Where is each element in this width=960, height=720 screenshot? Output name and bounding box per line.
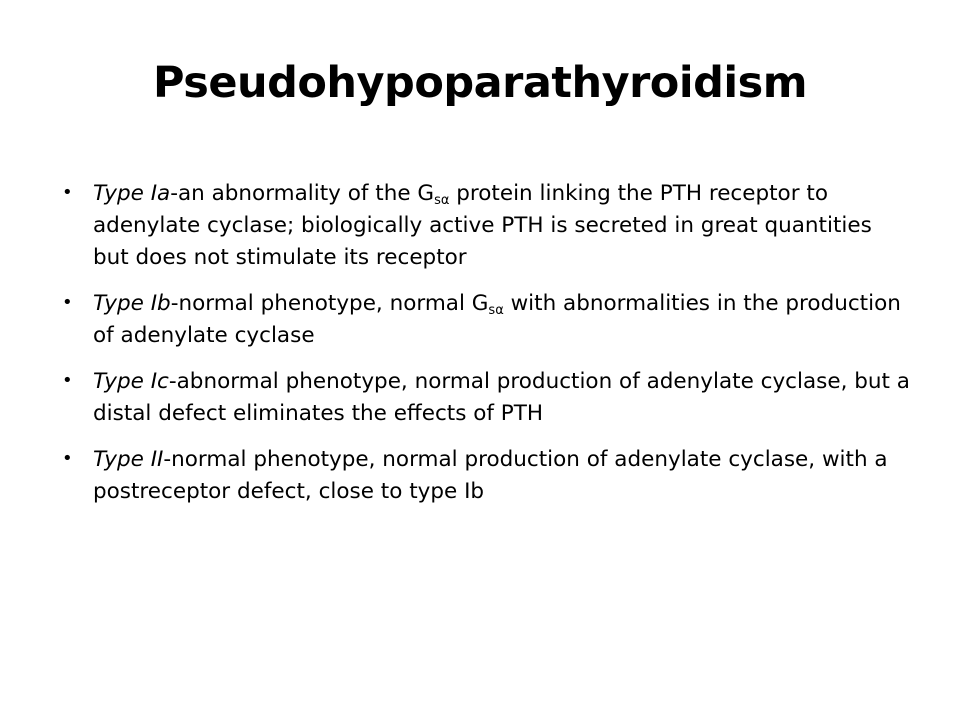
type-label: Type Ic: [93, 369, 169, 394]
bullet-item-type-ic: [62, 366, 912, 430]
bullet-item-type-ii: [62, 444, 912, 508]
bullet-item-type-ib: [62, 288, 912, 352]
bullet-text: -abnormal phenotype, normal production of adenylate cyclase, but a distal defect eliminates the effects of PTH: [93, 369, 910, 426]
type-label: Type Ia: [93, 181, 171, 206]
bullet-marker: •: [62, 370, 73, 391]
slide-title: Pseudohypoparathyroidism: [152, 58, 808, 108]
bullet-text: -normal phenotype, normal G: [170, 291, 489, 316]
bullet-text: -normal phenotype, normal production of adenylate cyclase, with a postreceptor defect, close to type Ib: [93, 447, 888, 504]
bullet-marker: •: [62, 182, 73, 203]
bullet-list: [62, 178, 912, 522]
bullet-text: protein linking the PTH receptor to adenylate cyclase; biologically active PTH is secreted in great quantities but does not stimulate its receptor: [93, 181, 872, 270]
bullet-text: -an abnormality of the G: [170, 181, 435, 206]
type-label: Type Ib: [93, 291, 171, 316]
bullet-marker: •: [62, 448, 73, 469]
bullet-text: with abnormalities in the production of adenylate cyclase: [93, 291, 901, 348]
bullet-marker: •: [62, 292, 73, 313]
subscript: sα: [488, 303, 504, 318]
type-label: Type II: [93, 447, 164, 472]
bullet-item-type-ia: [62, 178, 912, 274]
subscript: sα: [434, 193, 450, 208]
